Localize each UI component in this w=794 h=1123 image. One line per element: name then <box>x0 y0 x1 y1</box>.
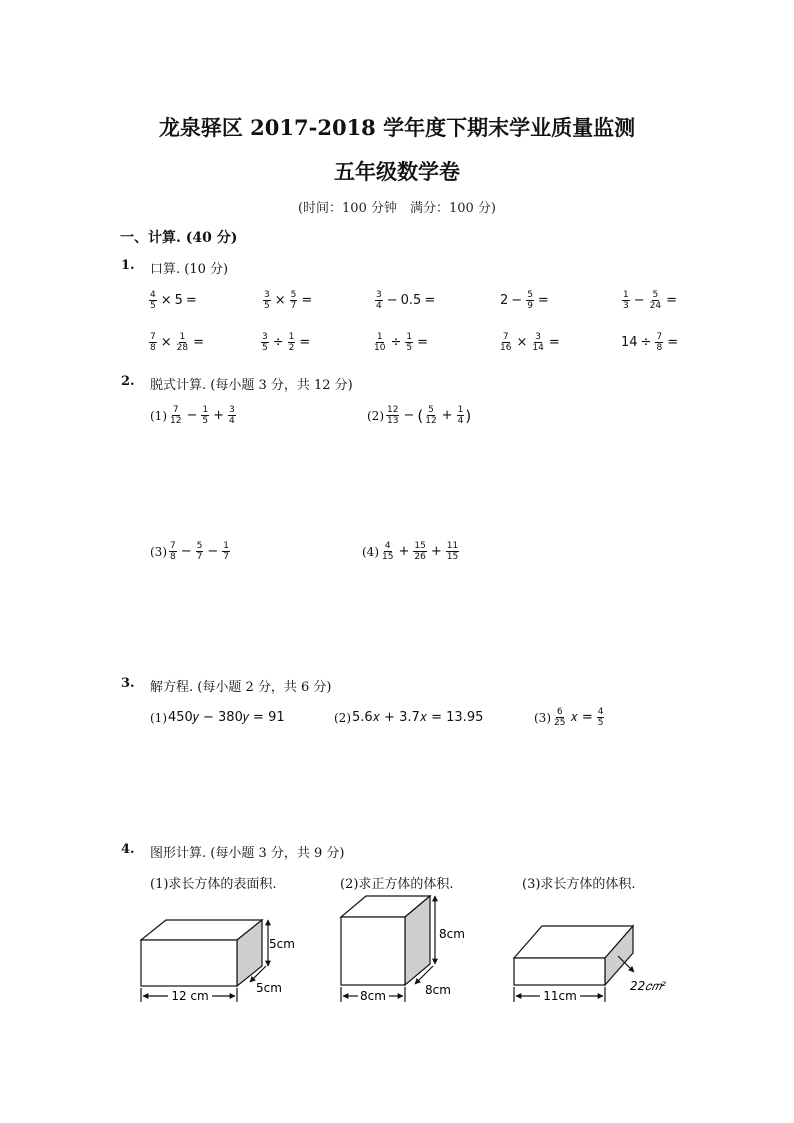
question-text: 脱式计算. (每小题 3 分，共 12 分) <box>150 378 353 393</box>
question-text: 解方程. (每小题 2 分，共 6 分) <box>150 680 332 695</box>
question-text: 图形计算. (每小题 3 分，共 9 分) <box>150 846 345 861</box>
page-subtitle: 五年级数学卷 <box>334 159 460 184</box>
question-number: 4. <box>121 842 135 857</box>
cube-length-label: 8cm <box>360 989 386 1003</box>
oral-calc-item: 14 ÷ $\frac{7}{8}$ = <box>621 332 679 353</box>
cube-depth-label: 8cm <box>425 983 451 997</box>
figure-caption-3: (3)求长方体的体积. <box>522 877 636 892</box>
exam-meta: (时间：100 分钟 满分：100 分) <box>297 201 497 216</box>
oral-calc-item: 2 − $\frac{5}{9}$ = <box>500 290 549 311</box>
expression-problem-3: (3) $\frac{7}{8}$ − $\frac{5}{7}$ − $\frac{1}{7}$ <box>150 541 230 562</box>
page-title: 龙泉驿区 2017-2018 学年度下期末学业质量监测 <box>158 115 636 140</box>
height-label: 5cm <box>269 937 295 951</box>
depth-label: 5cm <box>256 981 282 995</box>
question-number: 1. <box>121 258 135 273</box>
oral-calc-item: $\frac{3}{5}$ ÷ $\frac{1}{2}$ = <box>262 332 311 353</box>
expression-problem-2: (2) $\frac{12}{13}$ − ( $\frac{5}{12}$ + $\frac{1}{4}$ ) <box>367 405 472 426</box>
length-label: 12 cm <box>171 989 209 1003</box>
question-number: 3. <box>121 676 135 691</box>
figure-caption-1: (1)求长方体的表面积. <box>150 877 277 892</box>
question-text: 口算. (10 分) <box>150 262 229 277</box>
equation-2: (2) 5.6𝑥 + 3.7𝑥 = 13.95 <box>334 710 484 725</box>
figure-caption-2: (2)求正方体的体积. <box>340 877 454 892</box>
oral-calc-item: $\frac{3}{4}$ − 0.5 = <box>376 290 436 311</box>
cube-height-label: 8cm <box>439 927 465 941</box>
equation-1: (1) 450𝑦 − 380𝑦 = 91 <box>150 710 285 725</box>
cube-figure <box>341 896 435 1002</box>
oral-calc-item: $\frac{1}{3}$ − $\frac{5}{24}$ = <box>623 290 677 311</box>
face-area-label: 22𝑐𝑚² <box>630 979 666 993</box>
expression-problem-4: (4) $\frac{4}{15}$ + $\frac{15}{26}$ + $\frac{11}{15}$ <box>362 541 459 562</box>
question-number: 2. <box>121 374 135 389</box>
equation-3: (3) $\frac{6}{25}$ 𝑥 = $\frac{4}{5}$ <box>534 707 604 728</box>
oral-calc-item: $\frac{7}{16}$ × $\frac{3}{14}$ = <box>500 332 560 353</box>
section-heading: 一、计算. (40 分) <box>120 230 238 246</box>
expression-problem-1: (1) $\frac{7}{12}$ − $\frac{1}{5}$ + $\frac{3}{4}$ <box>150 405 235 426</box>
oral-calc-item: $\frac{3}{5}$ × $\frac{5}{7}$ = <box>264 290 313 311</box>
oral-calc-item: $\frac{1}{10}$ ÷ $\frac{1}{5}$ = <box>374 332 428 353</box>
oral-calc-item: $\frac{7}{8}$ × $\frac{1}{28}$ = <box>150 332 204 353</box>
oral-calc-item: $\frac{4}{5}$ × 5 = <box>150 290 197 311</box>
cuboid-length-label: 11cm <box>543 989 577 1003</box>
